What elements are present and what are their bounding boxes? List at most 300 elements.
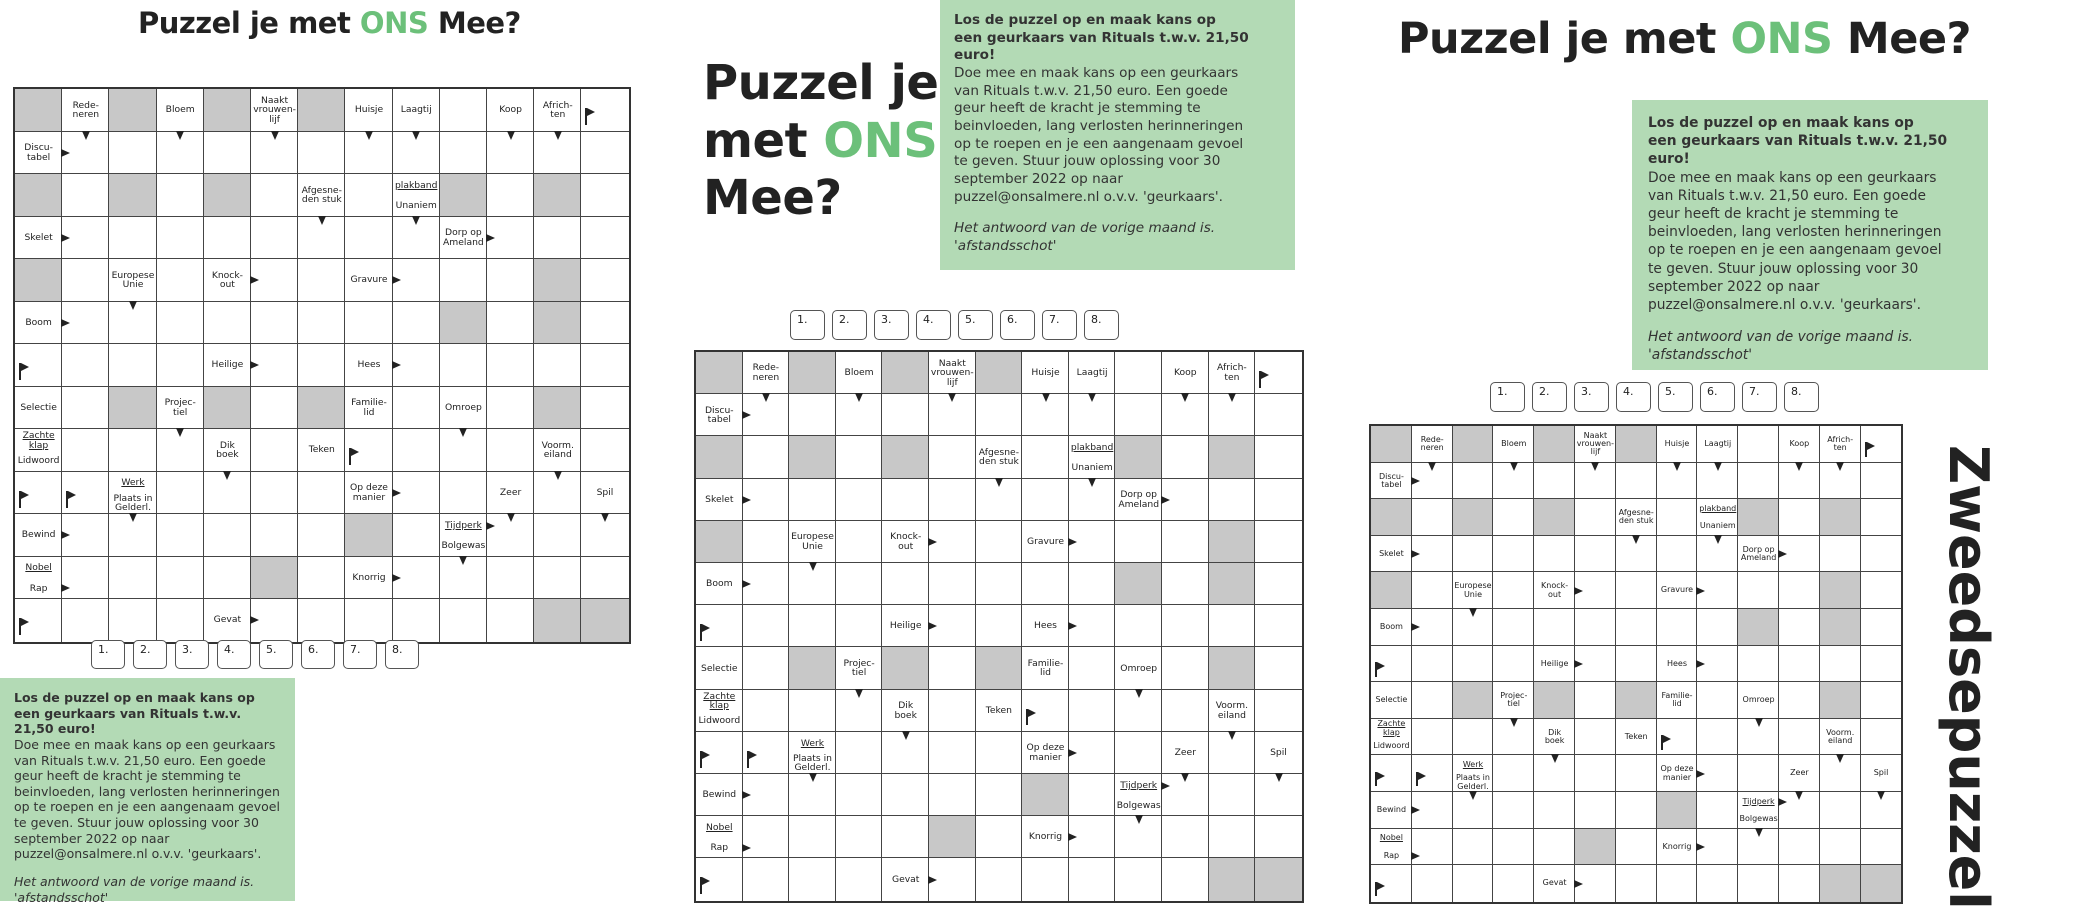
grid-cell: [1162, 563, 1209, 605]
grid-cell: [789, 394, 836, 436]
grid-cell: [251, 302, 298, 345]
grid-cell: [836, 521, 883, 563]
solution-box[interactable]: 7.: [343, 640, 377, 669]
grid-cell: [882, 394, 929, 436]
grid-cell: [1162, 690, 1209, 732]
clue-text: Op deze manier: [1660, 764, 1694, 782]
arrow-down-icon: [1469, 791, 1477, 800]
grid-cell: [1209, 858, 1256, 900]
grid-cell: [1697, 719, 1738, 756]
grid-cell: [298, 472, 345, 515]
grid-cell: [1069, 858, 1116, 900]
arrow-right-icon: [1161, 496, 1170, 504]
grid-cell: [1453, 829, 1494, 866]
clue-text: Familie- lid: [1027, 657, 1064, 679]
arrow-down-icon: [1275, 773, 1283, 782]
grid-cell: [440, 472, 487, 515]
grid-cell: [1069, 774, 1116, 816]
grid-cell: [62, 174, 109, 217]
arrow-right-icon: [928, 538, 937, 546]
grid-cell: [789, 352, 836, 394]
arrow-right-icon: [1696, 587, 1705, 595]
grid-cell: [1657, 792, 1698, 829]
clue-text: Rap: [1383, 850, 1400, 860]
grid-cell: [1861, 572, 1902, 609]
grid-cell: [440, 132, 487, 175]
grid-cell: [1616, 682, 1657, 719]
solution-box[interactable]: 6.: [1000, 310, 1035, 340]
grid-cell: [62, 387, 109, 430]
clue-text: Unaniem: [395, 200, 437, 212]
grid-cell: [251, 514, 298, 557]
grid-cell: [929, 647, 976, 689]
solution-box[interactable]: 4.: [916, 310, 951, 340]
solution-box[interactable]: 1.: [790, 310, 825, 340]
grid-cell: [204, 557, 251, 600]
arrow-down-icon: [1510, 718, 1518, 727]
grid-cell: [1616, 426, 1657, 463]
clue-text: Lidwoord: [17, 455, 60, 467]
clue-text: Werk: [1462, 760, 1484, 770]
clue-text: Bewind: [21, 529, 56, 541]
arrow-down-icon: [762, 393, 770, 402]
grid-cell: [204, 217, 251, 260]
grid-cell: [1657, 609, 1698, 646]
clue-text: Boom: [25, 316, 52, 328]
grid-cell: [836, 605, 883, 647]
clue-text: Bolgewas: [1116, 799, 1161, 811]
grid-cell: [534, 387, 581, 430]
grid-cell: [1162, 647, 1209, 689]
grid-cell: [976, 563, 1023, 605]
solution-boxes-left: [91, 640, 419, 669]
clue-text: Laagtij: [400, 104, 432, 116]
crossword-grid-middle: [694, 350, 1304, 903]
grid-cell: [976, 394, 1023, 436]
grid-cell: [1255, 394, 1302, 436]
clue-text: Plaats in Gelderl.: [1455, 773, 1490, 791]
grid-cell: [1616, 829, 1657, 866]
arrow-right-icon: [1696, 843, 1705, 851]
clue-text: Tijdperk: [444, 519, 482, 531]
grid-cell: [251, 387, 298, 430]
grid-cell: [976, 605, 1023, 647]
grid-cell: [440, 344, 487, 387]
arrow-down-icon: [1135, 689, 1143, 698]
grid-cell: [976, 774, 1023, 816]
grid-cell: [62, 599, 109, 642]
grid-cell: [1022, 774, 1069, 816]
grid-cell: [1820, 646, 1861, 683]
arrow-down-icon: [1088, 393, 1096, 402]
arrow-right-icon: [1574, 660, 1583, 668]
arrow-down-icon: [1714, 462, 1722, 471]
grid-cell: [1575, 682, 1616, 719]
arrow-right-icon: [61, 319, 70, 327]
grid-cell: [929, 732, 976, 774]
clue-text: Dorp op Ameland: [1740, 544, 1777, 563]
grid-cell: [1820, 682, 1861, 719]
clue-text: Afgesne- den stuk: [1618, 508, 1654, 526]
grid-cell: [1534, 609, 1575, 646]
arrow-right-icon: [928, 622, 937, 630]
vertical-title: Zweedsepuzzel: [1937, 445, 2000, 910]
grid-cell: [487, 174, 534, 217]
grid-cell: [251, 557, 298, 600]
arrow-down-icon: [507, 513, 515, 522]
grid-cell: [1115, 352, 1162, 394]
arrow-down-icon: [1135, 815, 1143, 824]
grid-cell: [1115, 858, 1162, 900]
grid-cell: [345, 514, 392, 557]
clue-text: Projec- tiel: [843, 657, 875, 679]
grid-cell: [251, 472, 298, 515]
solution-box[interactable]: 4.: [217, 640, 251, 669]
grid-cell: [204, 514, 251, 557]
clue-text: Selectie: [701, 662, 738, 674]
arrow-right-icon: [61, 531, 70, 539]
solution-box[interactable]: 8.: [385, 640, 419, 669]
arrow-down-icon: [271, 131, 279, 140]
grid-cell: [487, 344, 534, 387]
grid-cell: [1738, 499, 1779, 536]
grid-cell: [1738, 755, 1779, 792]
grid-cell: [1738, 865, 1779, 902]
arrow-down-icon: [1181, 773, 1189, 782]
arrow-right-icon: [250, 616, 259, 624]
grid-cell: [62, 344, 109, 387]
grid-cell: [929, 816, 976, 858]
clue-text: Discu- tabel: [24, 142, 53, 163]
solution-box[interactable]: 3.: [175, 640, 209, 669]
solution-box[interactable]: 1.: [91, 640, 125, 669]
grid-cell: [1697, 865, 1738, 902]
solution-boxes-right: [1490, 382, 1819, 412]
grid-cell: [534, 302, 581, 345]
grid-cell: [789, 605, 836, 647]
grid-cell: [1255, 436, 1302, 478]
grid-cell: [1209, 521, 1256, 563]
arrow-down-icon: [459, 556, 467, 565]
grid-cell: [487, 557, 534, 600]
grid-cell: [1255, 605, 1302, 647]
grid-cell: [1493, 829, 1534, 866]
grid-cell: [1453, 682, 1494, 719]
grid-cell: [1861, 646, 1902, 683]
grid-cell: [1412, 572, 1453, 609]
solution-box[interactable]: 2.: [133, 640, 167, 669]
clue-text: Zeer: [499, 486, 522, 498]
clue-text: Boom: [1379, 622, 1403, 632]
arrow-right-icon: [1411, 477, 1420, 485]
clue-text: Knorrig: [352, 571, 386, 583]
arrow-right-icon: [61, 234, 70, 242]
clue-text: Africh- ten: [1217, 362, 1247, 384]
arrow-down-icon: [601, 513, 609, 522]
grid-cell: [1861, 682, 1902, 719]
grid-cell: [1779, 682, 1820, 719]
grid-cell: [1115, 563, 1162, 605]
grid-cell: [581, 429, 628, 472]
clue-text: Koop: [1789, 439, 1810, 449]
grid-cell: [534, 217, 581, 260]
grid-cell: [62, 557, 109, 600]
grid-cell: [1616, 463, 1657, 500]
arrow-down-icon: [855, 689, 863, 698]
clue-text: Bloem: [1501, 439, 1527, 449]
clue-text: Skelet: [1379, 548, 1404, 558]
arrow-down-icon: [82, 131, 90, 140]
grid-cell: [1820, 792, 1861, 829]
grid-cell: [298, 344, 345, 387]
grid-cell: [1162, 521, 1209, 563]
clue-text: Werk: [800, 737, 825, 749]
grid-cell: [1534, 829, 1575, 866]
arrow-down-icon: [1836, 462, 1844, 471]
grid-cell: [1453, 646, 1494, 683]
arrow-right-icon: [1068, 622, 1077, 630]
arrow-down-icon: [1632, 535, 1640, 544]
grid-cell: [1069, 690, 1116, 732]
solution-box[interactable]: 1.: [1490, 382, 1525, 412]
grid-cell: [1820, 536, 1861, 573]
arrow-right-icon: [1411, 852, 1420, 860]
grid-cell: [789, 479, 836, 521]
grid-cell: [1412, 719, 1453, 756]
grid-cell: [1697, 682, 1738, 719]
crossword-grid-left: [13, 87, 631, 644]
grid-cell: [743, 690, 790, 732]
grid-cell: [440, 259, 487, 302]
clue-text: Huisje: [1664, 439, 1690, 449]
grid-cell: [1255, 479, 1302, 521]
grid-cell: [1616, 609, 1657, 646]
grid-cell: [1616, 755, 1657, 792]
grid-cell: [440, 302, 487, 345]
clue-text: Projec- tiel: [164, 397, 196, 418]
grid-cell: [1861, 463, 1902, 500]
clue-text: Knock- out: [890, 531, 922, 552]
grid-cell: [393, 599, 440, 642]
clue-text: Naakt vrouwen- lijf: [930, 357, 974, 388]
solution-box[interactable]: 3.: [1574, 382, 1609, 412]
arrow-right-icon: [250, 361, 259, 369]
arrow-right-icon: [1068, 833, 1077, 841]
clue-text: Tijdperk: [1120, 779, 1158, 791]
clue-text: Voorm. eiland: [1215, 700, 1249, 721]
arrow-down-icon: [459, 428, 467, 437]
grid-cell: [1575, 499, 1616, 536]
arrow-down-icon: [1228, 393, 1236, 402]
arrow-right-icon: [742, 496, 751, 504]
grid-cell: [581, 302, 628, 345]
grid-cell: [1022, 436, 1069, 478]
arrow-right-icon: [1161, 782, 1170, 790]
grid-cell: [976, 816, 1023, 858]
solution-box[interactable]: 4.: [1616, 382, 1651, 412]
arrow-down-icon: [554, 471, 562, 480]
grid-cell: [345, 599, 392, 642]
grid-cell: [1820, 499, 1861, 536]
solution-box[interactable]: 8.: [1084, 310, 1119, 340]
grid-cell: [1493, 499, 1534, 536]
grid-cell: [157, 514, 204, 557]
grid-cell: [1779, 609, 1820, 646]
grid-cell: [1779, 646, 1820, 683]
solution-box[interactable]: 7.: [1742, 382, 1777, 412]
solution-box[interactable]: 6.: [1700, 382, 1735, 412]
arrow-right-icon: [1068, 538, 1077, 546]
grid-cell: [789, 647, 836, 689]
grid-cell: [1453, 463, 1494, 500]
grid-cell: [204, 174, 251, 217]
info-box-right: Los de puzzel op en maak kans op een geurkaars van Rituals t.w.v. 21,50 euro! Doe mee en maak kans op een geurkaars van Rituals t.w.v. 21,50 euro. Een goede geur heeft de kracht je stemming te beinvloeden, lang verlosten herinneringen op te roepen en je een aangenaam gevoel te geven. Stuur jouw oplossing voor 30 september 2022 op naar puzzel@onsalmere.nl o.v.v. 'geurkaars'. Het antwoord van de vorige maand is. 'afstandsschot': [1632, 100, 1988, 370]
arrow-down-icon: [507, 131, 515, 140]
grid-cell: [251, 429, 298, 472]
page-title-right: Puzzel je met ONS Mee?: [1398, 14, 1971, 64]
grid-cell: [1162, 816, 1209, 858]
arrow-right-icon: [742, 580, 751, 588]
grid-cell: [1534, 682, 1575, 719]
grid-cell: [487, 259, 534, 302]
grid-cell: [1534, 426, 1575, 463]
arrow-down-icon: [1181, 393, 1189, 402]
arrow-right-icon: [486, 234, 495, 242]
grid-cell: [298, 387, 345, 430]
grid-cell: [1616, 646, 1657, 683]
arrow-down-icon: [1755, 828, 1763, 837]
arrow-down-icon: [1469, 608, 1477, 617]
arrow-right-icon: [1696, 770, 1705, 778]
arrow-right-icon: [392, 574, 401, 582]
grid-cell: [581, 132, 628, 175]
clue-text: Afgesne- den stuk: [978, 446, 1020, 468]
clue-text: Omroep: [1742, 695, 1775, 705]
clue-text: Rede- neren: [72, 99, 100, 121]
clue-text: plakband: [1070, 442, 1114, 454]
grid-cell: [929, 690, 976, 732]
arrow-down-icon: [1795, 791, 1803, 800]
grid-cell: [440, 174, 487, 217]
grid-cell: [882, 479, 929, 521]
grid-cell: [1738, 463, 1779, 500]
clue-text: Huisje: [1031, 367, 1060, 379]
grid-cell: [581, 259, 628, 302]
page-title-left: Puzzel je met ONS Mee?: [138, 6, 521, 40]
solution-box[interactable]: 8.: [1784, 382, 1819, 412]
clue-text: Africh- ten: [542, 99, 573, 121]
grid-cell: [393, 514, 440, 557]
clue-text: Rap: [710, 842, 729, 854]
clue-text: Gevat: [213, 614, 242, 626]
arrow-right-icon: [1411, 623, 1420, 631]
grid-cell: [534, 174, 581, 217]
arrow-right-icon: [392, 276, 401, 284]
clue-text: Bolgewas: [441, 540, 486, 552]
grid-cell: [298, 132, 345, 175]
clue-text: Zachte klap: [1377, 719, 1406, 737]
grid-cell: [1115, 521, 1162, 563]
arrow-right-icon: [1411, 550, 1420, 558]
grid-cell: [1861, 609, 1902, 646]
grid-cell: [743, 858, 790, 900]
clue-text: Europese Unie: [791, 531, 834, 552]
clue-text: Afgesne- den stuk: [301, 184, 342, 206]
arrow-down-icon: [1428, 462, 1436, 471]
page-title-middle: Puzzel je met ONS Mee?: [703, 55, 939, 227]
arrow-down-icon: [855, 393, 863, 402]
clue-text: Lidwoord: [1373, 741, 1410, 751]
solution-box[interactable]: 6.: [301, 640, 335, 669]
clue-text: Zeer: [1790, 768, 1809, 778]
arrow-down-icon: [412, 216, 420, 225]
clue-text: Gevat: [891, 873, 920, 885]
arrow-right-icon: [250, 276, 259, 284]
clue-text: Dik boek: [1544, 727, 1565, 746]
clue-text: Huisje: [354, 104, 384, 116]
solution-box[interactable]: 7.: [1042, 310, 1077, 340]
clue-text: Naakt vrouwen- lijf: [1576, 430, 1615, 457]
grid-cell: [1255, 563, 1302, 605]
clue-text: Bewind: [1376, 805, 1407, 815]
grid-cell: [1861, 865, 1902, 902]
grid-cell: [1069, 563, 1116, 605]
grid-cell: [1069, 647, 1116, 689]
clue-text: Laagtij: [1076, 367, 1108, 379]
solution-box[interactable]: 2.: [832, 310, 867, 340]
arrow-down-icon: [554, 131, 562, 140]
grid-cell: [534, 514, 581, 557]
clue-text: Koop: [499, 104, 522, 116]
clue-text: Unaniem: [1071, 462, 1113, 474]
grid-cell: [1738, 572, 1779, 609]
arrow-right-icon: [742, 844, 751, 852]
clue-text: Familie- lid: [1661, 691, 1693, 709]
clue-text: Nobel: [25, 562, 52, 574]
grid-cell: [345, 174, 392, 217]
solution-box[interactable]: 5.: [958, 310, 993, 340]
info-box-middle: Los de puzzel op en maak kans op een geurkaars van Rituals t.w.v. 21,50 euro! Doe mee en maak kans op een geurkaars van Rituals t.w.v. 21,50 euro. Een goede geur heeft de kracht je stemming te beinvloeden, lang verlosten herinneringen op te roepen en je een aangenaam gevoel te geven. Stuur jouw oplossing voor 30 september 2022 op naar puzzel@onsalmere.nl o.v.v. 'geurkaars'. Het antwoord van de vorige maand is. 'afstandsschot': [940, 0, 1295, 270]
solution-box[interactable]: 5.: [259, 640, 293, 669]
clue-text: Werk: [121, 477, 145, 489]
solution-box[interactable]: 2.: [1532, 382, 1567, 412]
grid-cell: [1255, 858, 1302, 900]
clue-text: Skelet: [705, 493, 734, 505]
grid-cell: [1779, 499, 1820, 536]
grid-cell: [1820, 609, 1861, 646]
clue-text: Spil: [596, 486, 614, 498]
grid-cell: [1861, 829, 1902, 866]
arrow-right-icon: [1068, 749, 1077, 757]
grid-cell: [109, 557, 156, 600]
grid-cell: [696, 436, 743, 478]
clue-text: Naakt vrouwen- lijf: [253, 94, 296, 126]
solution-box[interactable]: 5.: [1658, 382, 1693, 412]
grid-cell: [1820, 829, 1861, 866]
grid-cell: [789, 690, 836, 732]
grid-cell: [1575, 536, 1616, 573]
info-box-left: Los de puzzel op en maak kans op een geurkaars van Rituals t.w.v. 21,50 euro! Doe mee en maak kans op een geurkaars van Rituals t.w.v. 21,50 euro. Een goede geur heeft de kracht je stemming te beinvloeden, lang verlosten herinneringen op te roepen en je een aangenaam gevoel te geven. Stuur jouw oplossing voor 30 september 2022 op naar puzzel@onsalmere.nl o.v.v. 'geurkaars'. Het antwoord van de vorige maand is. 'afstandsschot': [0, 678, 295, 901]
arrow-down-icon: [809, 773, 817, 782]
grid-cell: [1657, 499, 1698, 536]
arrow-down-icon: [1042, 393, 1050, 402]
grid-cell: [487, 599, 534, 642]
solution-box[interactable]: 3.: [874, 310, 909, 340]
grid-cell: [1697, 792, 1738, 829]
grid-cell: [1162, 605, 1209, 647]
grid-cell: [976, 647, 1023, 689]
grid-cell: [109, 429, 156, 472]
